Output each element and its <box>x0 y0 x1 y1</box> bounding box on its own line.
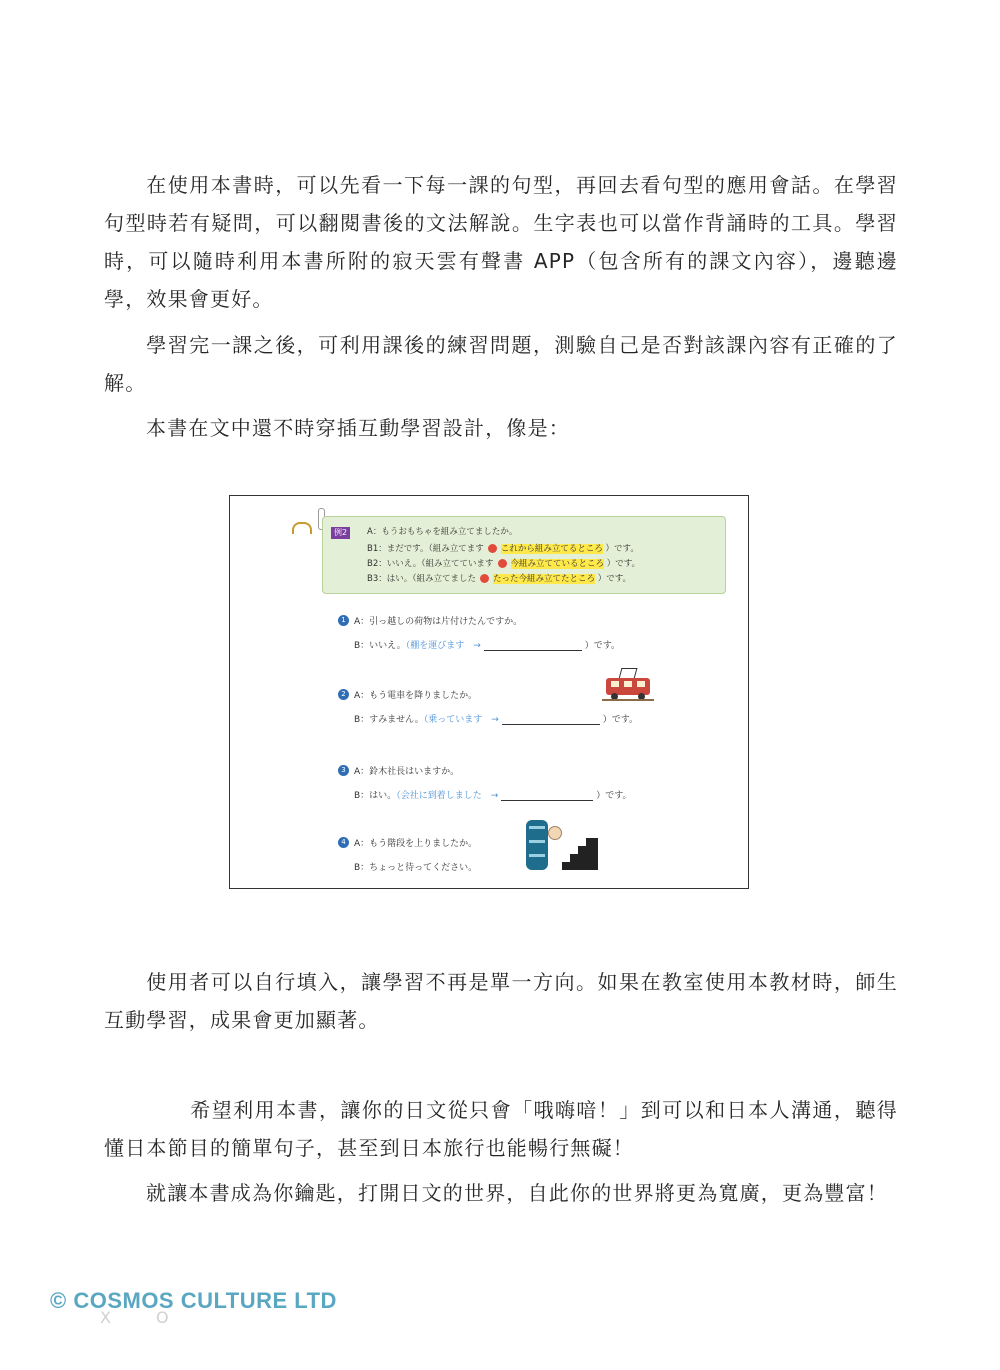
headphone-icon <box>292 522 312 534</box>
example-badge: 例2 <box>331 527 350 539</box>
answer-blank[interactable] <box>501 790 593 801</box>
paragraph-usage: 在使用本書時，可以先看一下每一課的句型，再回去看句型的應用會話。在學習句型時若有疑問，可以翻閱書後的文法解說。生字表也可以當作背誦時的工具。學習時，可以隨時利用本書所附的寂天雲有聲書 APP（包含所有的課文內容），邊聽邊學，效果會更好。 <box>104 173 898 311</box>
question-3-a: A：鈴木社長はいますか。 <box>354 767 460 777</box>
paragraph-hope: 希望利用本書，讓你的日文從只會「哦嗨喑！」到可以和日本人溝通，聽得懂日本節目的簡單句子，甚至到日本旅行也能暢行無礙！ <box>104 1098 898 1160</box>
question-number-1: 1 <box>338 615 349 626</box>
question-1-b: B：いいえ。（棚を運びます → ）です。 <box>354 641 621 651</box>
example-box <box>322 516 726 594</box>
question-3-b: B：はい。（会社に到着しました → ）です。 <box>354 791 632 801</box>
example-line-b2: B2：いいえ。（組み立てています 今組み立てているところ ）です。 <box>367 559 641 569</box>
question-1-a: A：引っ越しの荷物は片付けたんですか。 <box>354 617 523 627</box>
paragraph-key: 就讓本書成為你鑰匙，打開日文的世界，自此你的世界將更為寬廣，更為豐富！ <box>146 1181 888 1205</box>
question-4-b: B：ちょっと待ってください。 <box>354 863 478 873</box>
question-number-2: 2 <box>338 689 349 700</box>
exercise-figure <box>229 495 749 889</box>
question-2-a: A：もう電車を降りましたか。 <box>354 691 478 701</box>
minus-icon <box>498 559 507 568</box>
minus-icon <box>488 544 497 553</box>
example-line-b3: B3：はい。（組み立てました たった今組み立てたところ ）です。 <box>367 574 632 584</box>
question-4-a: A：もう階段を上りましたか。 <box>354 839 478 849</box>
paragraph-practice: 學習完一課之後，可利用課後的練習問題，測驗自己是否對該課內容有正確的了解。 <box>104 333 898 395</box>
page-mark: X O <box>100 1308 189 1327</box>
question-number-3: 3 <box>338 765 349 776</box>
copyright-watermark: © COSMOS CULTURE LTD <box>50 1288 337 1313</box>
train-illustration <box>606 668 650 698</box>
question-number-4: 4 <box>338 837 349 848</box>
answer-blank[interactable] <box>484 640 582 651</box>
question-2-b: B：すみません。（乗っています → ）です。 <box>354 715 639 725</box>
answer-blank[interactable] <box>502 714 600 725</box>
example-line-a: A：もうおもちゃを組み立てましたか。 <box>367 527 518 537</box>
example-line-b1: B1：まだです。（組み立てます これから組み立てるところ ）です。 <box>367 544 639 554</box>
paragraph-interactive-intro: 本書在文中還不時穿插互動學習設計，像是： <box>146 416 570 440</box>
minus-icon <box>480 574 489 583</box>
paragraph-fill-in: 使用者可以自行填入，讓學習不再是單一方向。如果在教室使用本教材時，師生互動學習，成果會更加顯著。 <box>104 970 898 1032</box>
stairs-illustration <box>526 816 598 874</box>
